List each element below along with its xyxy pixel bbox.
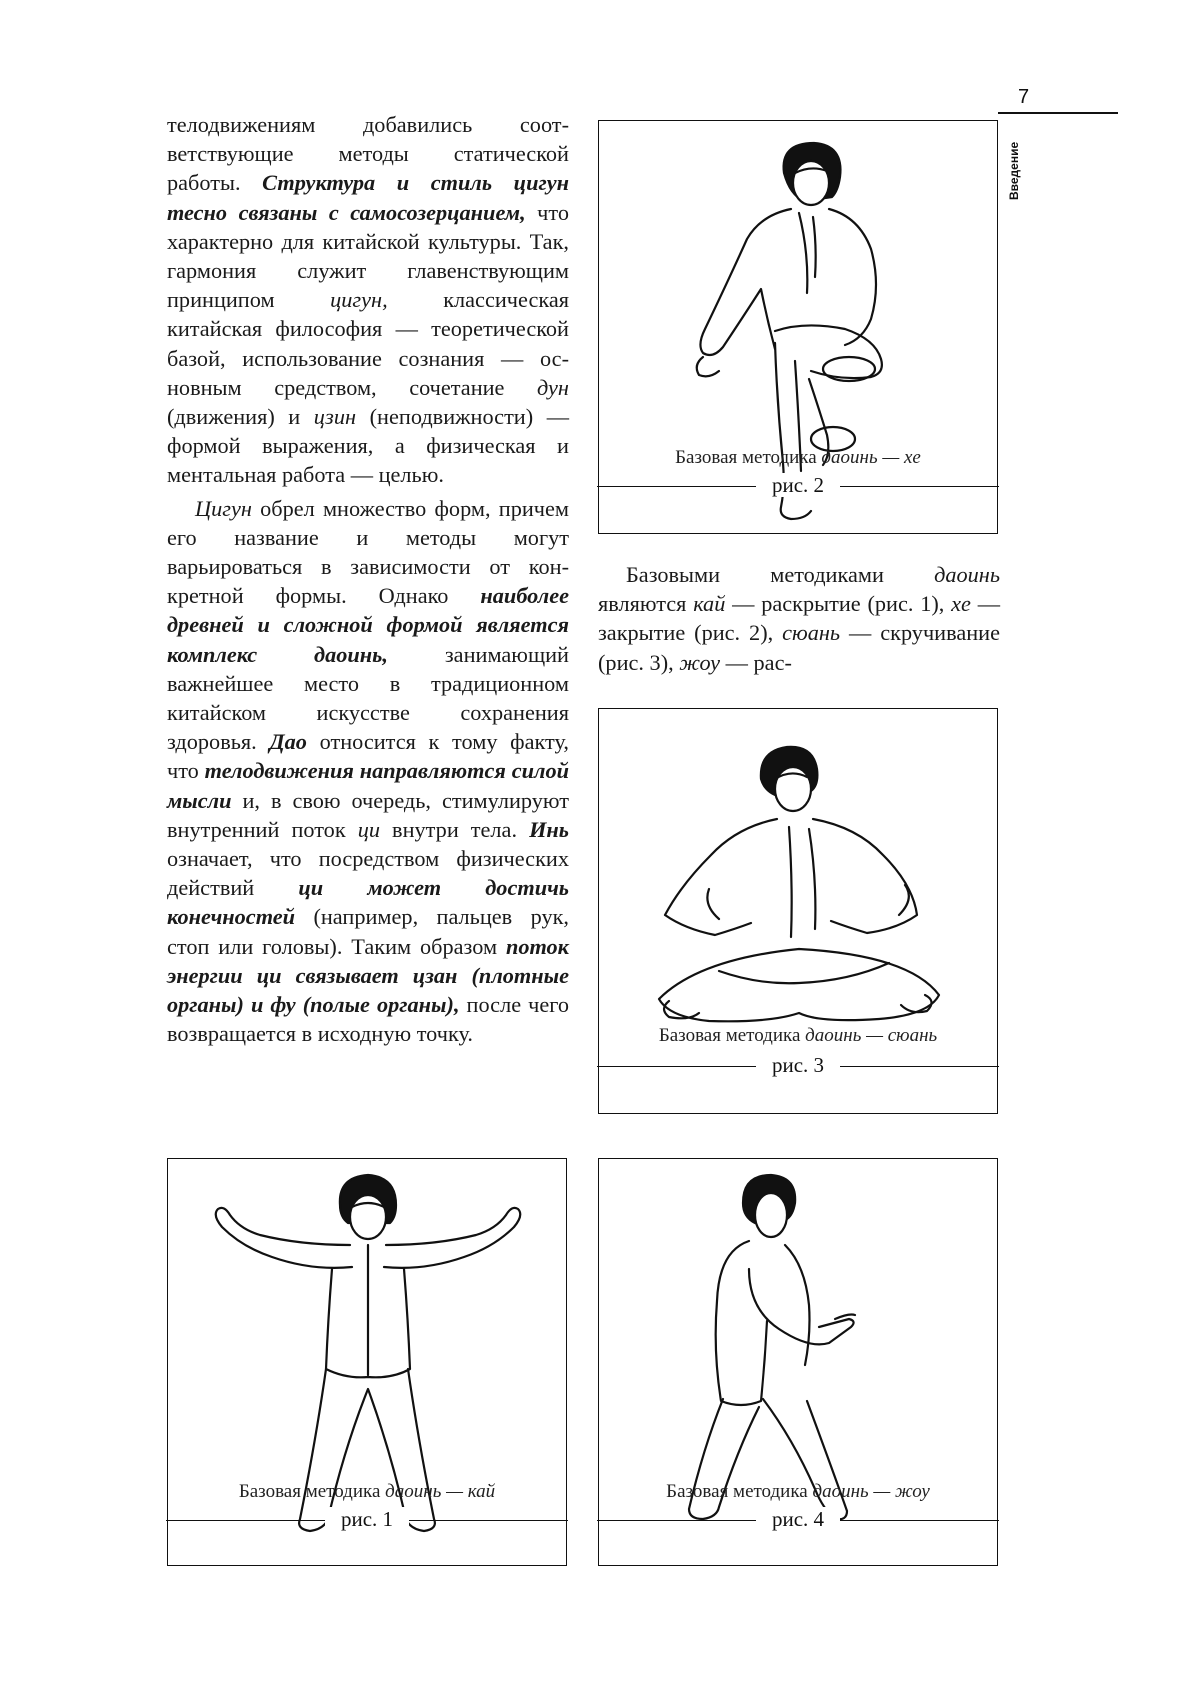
emphasis-run: Структура и стиль цигун тесно связаны с самосозерцанием, — [167, 170, 569, 225]
caption-text: Базовая методика — [666, 1481, 813, 1502]
figure-3 — [598, 708, 998, 1114]
caption-text: Базовая методика — [238, 1481, 386, 1502]
emphasis-run: дун — [537, 374, 569, 400]
text-run: что характерно для китайской культуры. Так, гармония служит главенствующим принципом — [167, 199, 569, 313]
paragraph-1 — [167, 110, 569, 490]
figure-3-number — [599, 1053, 997, 1078]
paragraph-2 — [167, 494, 569, 1049]
text-run: внутри тела. — [380, 816, 530, 842]
emphasis-run: поток энергии ци связывает цзан (плотные органы) и фу (полые органы), — [167, 933, 569, 1018]
text-run: — закрытие (рис. 2), — [598, 591, 1000, 646]
caption-text: Базовая методика — [658, 1025, 806, 1046]
paragraph-3 — [598, 560, 1000, 677]
figure-1-illustration — [168, 1159, 566, 1565]
figure-label: рис. 1 — [325, 1507, 409, 1531]
emphasis-run: ци — [357, 816, 380, 842]
caption-term: даоинь — жоу — [812, 1481, 930, 1502]
emphasis-run: Цигун — [195, 495, 252, 521]
emphasis-run: хе — [951, 591, 971, 617]
text-run: — рас- — [720, 649, 792, 675]
text-run: — раскрытие (рис. 1), — [725, 591, 952, 617]
page-number: 7 — [1018, 86, 1030, 108]
left-text-column — [167, 110, 569, 1049]
figure-label: рис. 4 — [756, 1507, 840, 1531]
emphasis-run: Дао — [269, 729, 307, 755]
figure-2-number — [599, 473, 997, 498]
figure-label: рис. 2 — [756, 473, 840, 497]
emphasis-run: Инь — [529, 816, 569, 842]
text-run: (неподвижности) — формой выражения, а физическая и ментальная работа — целью. — [167, 404, 569, 488]
text-run: классическая китайская философия — теоретической базой, использование сознания — основным средством, сочетание — [167, 287, 569, 400]
right-text-column — [598, 560, 1000, 677]
emphasis-run: телодвижения направляются силой мысли — [167, 758, 569, 813]
emphasis-run: цигун, — [330, 287, 388, 313]
emphasis-run: ци может достичь конечностей — [167, 875, 569, 930]
caption-term: даоинь — кай — [385, 1481, 496, 1502]
emphasis-run: кай — [693, 591, 726, 617]
figure-4-number — [599, 1507, 997, 1532]
header-rule — [998, 112, 1118, 114]
text-run: и, в свою очередь, стимулируют внутренний поток — [167, 787, 569, 842]
figure-4 — [598, 1158, 998, 1566]
figure-4-caption — [599, 1481, 997, 1503]
figure-1 — [167, 1158, 567, 1566]
caption-text: Базовая методика — [675, 447, 822, 468]
emphasis-run: жоу — [679, 649, 721, 675]
text-run: обрел множество форм, причем его название и методы могут варьироваться в зависимости от конкретной формы. Однако — [167, 495, 569, 609]
section-label: Введение — [1007, 141, 1021, 200]
emphasis-run: сюань — [782, 620, 841, 646]
text-run: Базовыми методиками — [626, 562, 935, 587]
text-run: (движения) и — [167, 404, 314, 430]
emphasis-run: даоинь — [934, 562, 1000, 587]
emphasis-run: цзин — [313, 404, 357, 430]
emphasis-run: наиболее древней и сложной формой является комплекс даоинь, — [167, 583, 569, 667]
text-run: означает, что посредством физических действий — [167, 846, 569, 901]
text-run: телодвижениям добавились соответствующие методы статической работы. — [167, 112, 569, 196]
figure-2 — [598, 120, 998, 534]
figure-4-illustration — [599, 1159, 997, 1565]
figure-1-number — [168, 1507, 566, 1532]
caption-term: даоинь — хе — [821, 447, 921, 468]
text-run: являются — [598, 591, 694, 617]
text-run: — скручивание (рис. 3), — [598, 620, 1000, 675]
figure-2-caption — [599, 447, 997, 469]
figure-3-caption — [599, 1025, 997, 1047]
figure-label: рис. 3 — [756, 1053, 840, 1077]
text-run: занимающий важнейшее место в традиционном китайском искусстве сохранения здоровья. — [167, 641, 569, 755]
caption-term: даоинь — сюань — [805, 1025, 938, 1046]
text-run: (например, пальцев рук, стоп или головы). Таким образом — [167, 904, 569, 959]
figure-2-illustration — [599, 121, 997, 533]
text-run: после чего возвращается в исходную точку. — [167, 992, 569, 1047]
text-run: относится к тому факту, что — [167, 729, 569, 784]
figure-1-caption — [168, 1481, 566, 1503]
